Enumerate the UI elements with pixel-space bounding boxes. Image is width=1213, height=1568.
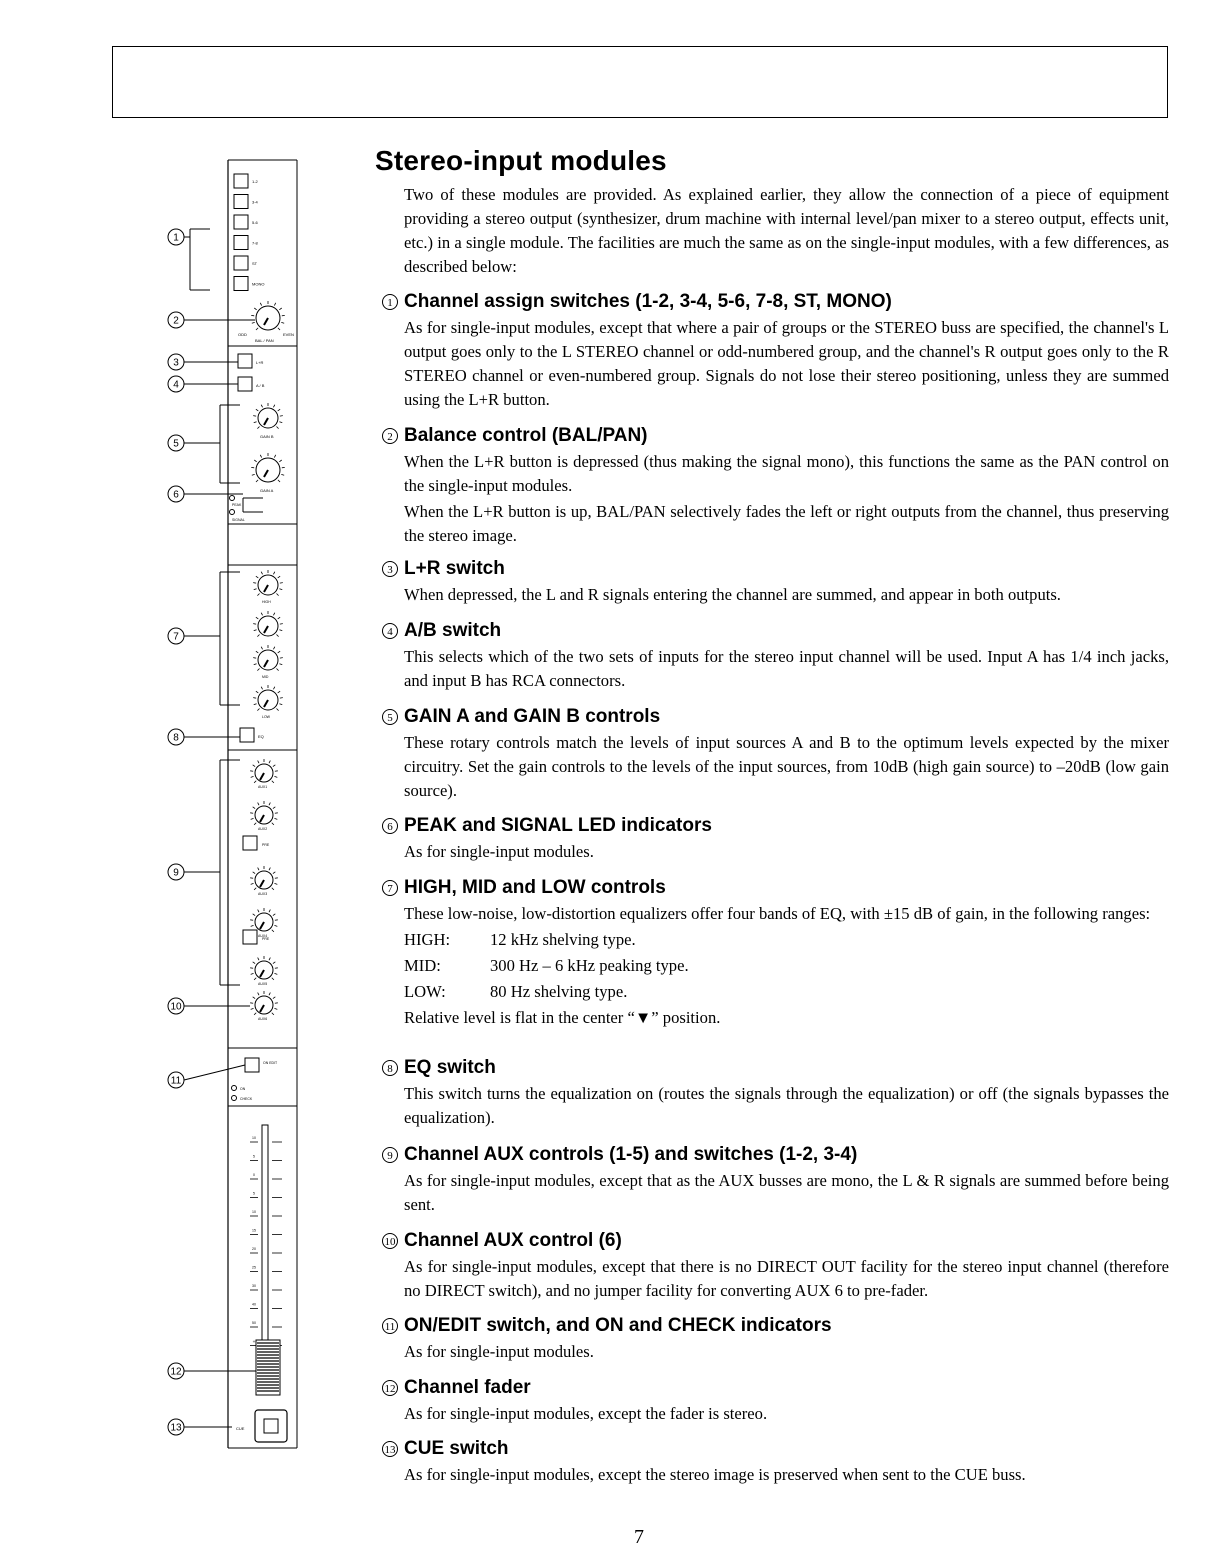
line — [272, 978, 274, 980]
label: 10 — [170, 1001, 182, 1013]
label: PRE — [262, 937, 270, 941]
line — [254, 308, 256, 310]
line — [261, 613, 262, 616]
line — [256, 617, 258, 619]
label: 5 — [253, 1191, 255, 1196]
line — [278, 691, 280, 693]
section-heading: HIGH, MID and LOW controls — [404, 877, 666, 898]
label: EVEN — [283, 332, 294, 337]
line — [278, 617, 280, 619]
section-body-2: Relative level is flat in the center “▼” position. — [404, 1008, 721, 1027]
line — [256, 328, 258, 330]
eq-switch — [240, 728, 254, 742]
line — [269, 761, 270, 764]
band-desc: 80 Hz shelving type. — [490, 982, 628, 1001]
check-led — [232, 1096, 237, 1101]
line — [272, 930, 274, 932]
line — [274, 883, 277, 884]
section-body: This selects which of the two sets of inputs for the stereo input channel will be used. Input A has 1/4 inch jacks, and input B has RCA connectors. — [404, 647, 1169, 690]
callout-number: 6 — [382, 818, 398, 834]
header-box — [112, 46, 1168, 118]
line — [269, 803, 270, 806]
line — [279, 422, 282, 423]
line — [254, 422, 257, 423]
band-desc: 12 kHz shelving type. — [490, 930, 636, 949]
line — [269, 958, 270, 961]
label: CHECK — [240, 1097, 253, 1101]
eq-range-row — [404, 954, 1169, 978]
section-heading: PEAK and SIGNAL LED indicators — [404, 815, 712, 836]
section-heading: A/B switch — [404, 620, 502, 641]
section-body: When the L+R button is depressed (thus making the signal mono), this functions the same as the PAN control on the single-input modules. — [404, 452, 1169, 495]
line — [257, 593, 259, 595]
line — [258, 958, 259, 961]
callout-number: 2 — [382, 428, 398, 444]
label: 11 — [170, 1075, 182, 1087]
line — [274, 973, 277, 974]
section-heading: L+R switch — [404, 558, 505, 579]
label: 1 — [173, 232, 179, 244]
line — [273, 765, 275, 767]
band-name: HIGH: — [404, 930, 451, 949]
line — [261, 572, 262, 575]
label: PRE — [262, 843, 270, 847]
section-4 — [382, 619, 1172, 693]
line — [257, 708, 259, 710]
on-edit-switch — [245, 1058, 259, 1072]
section-11 — [382, 1314, 1172, 1364]
label: EQ — [258, 734, 264, 739]
label: HIGH — [262, 600, 271, 604]
section-heading: CUE switch — [404, 1438, 509, 1459]
section-heading: Channel assign switches (1-2, 3-4, 5-6, 7-8, ST, MONO) — [404, 291, 892, 312]
callout-number: 13 — [382, 1441, 398, 1457]
line — [256, 576, 258, 578]
line — [260, 455, 261, 458]
line — [258, 803, 259, 806]
line — [254, 781, 256, 783]
callout-number: 9 — [382, 1147, 398, 1163]
line — [272, 1013, 274, 1015]
section-body: As for single-input modules. — [404, 842, 594, 861]
label: GAIN A — [260, 488, 274, 493]
line — [276, 634, 278, 636]
line — [261, 647, 262, 650]
line — [276, 593, 278, 595]
line — [253, 962, 255, 964]
callout-number: 11 — [382, 1318, 398, 1334]
label: 10 — [252, 1136, 256, 1140]
section-3 — [382, 557, 1172, 607]
line — [184, 1065, 245, 1080]
section-9 — [382, 1143, 1172, 1217]
label: 30 — [252, 1284, 256, 1288]
line — [251, 1008, 254, 1009]
section-body: When depressed, the L and R signals entering the channel are summed, and appear in both outputs. — [404, 585, 1061, 604]
line — [276, 426, 278, 428]
label: ODD — [238, 332, 247, 337]
line — [254, 823, 256, 825]
line — [260, 303, 261, 306]
line — [251, 776, 254, 777]
callout-number: 12 — [382, 1380, 398, 1396]
line — [261, 687, 262, 690]
label: LOW — [262, 715, 270, 719]
section-body: As for single-input modules, except the fader is stereo. — [404, 1404, 768, 1423]
section-heading: EQ switch — [404, 1057, 496, 1078]
section-body: This switch turns the equalization on (routes the signals through the equalization) or off (the signals bypasses the equalization). — [404, 1084, 1169, 1127]
line — [254, 704, 257, 705]
line — [269, 868, 270, 871]
line — [273, 572, 274, 575]
label: L+R — [256, 360, 264, 365]
label: ON EDIT — [263, 1061, 278, 1065]
callout-number: 1 — [382, 294, 398, 310]
line — [258, 910, 259, 913]
label: 6 — [173, 489, 179, 501]
label: 3 — [173, 357, 179, 369]
line — [272, 823, 274, 825]
line — [254, 978, 256, 980]
line — [269, 993, 270, 996]
label: AUX6 — [258, 1017, 268, 1021]
label: PEAK — [232, 503, 242, 507]
section-heading: Channel AUX control (6) — [404, 1230, 622, 1251]
line — [251, 883, 254, 884]
cue-switch-inner — [264, 1419, 278, 1433]
section-body: As for single-input modules, except that there is no DIRECT OUT facility for the stereo input channel (therefore no DIRECT switch), and no jumper facility for converting AUX 6 to pre-fader. — [404, 1257, 1169, 1300]
line — [256, 480, 258, 482]
label: BAL / PAN — [255, 338, 274, 343]
line — [258, 761, 259, 764]
line — [279, 460, 281, 462]
line — [256, 691, 258, 693]
assign-switch-5-6 — [234, 215, 248, 229]
section-1 — [382, 290, 1172, 412]
ab-switch — [238, 377, 252, 391]
label: ON — [240, 1087, 246, 1091]
line — [278, 576, 280, 578]
line — [273, 647, 274, 650]
callout-number: 5 — [382, 709, 398, 725]
line — [273, 962, 275, 964]
line — [269, 910, 270, 913]
label: 25 — [252, 1265, 256, 1270]
line — [252, 322, 255, 323]
section-heading: Channel fader — [404, 1377, 531, 1398]
line — [273, 807, 275, 809]
line — [279, 589, 282, 590]
section-body-2: When the L+R button is up, BAL/PAN selectively fades the left or right outputs from the channel, thus preserving the stereo image. — [404, 502, 1169, 545]
line — [276, 708, 278, 710]
assign-switch-7-8 — [234, 236, 248, 250]
line — [254, 589, 257, 590]
line — [281, 474, 284, 475]
label: ∞ — [252, 1339, 256, 1344]
label: GAIN B — [260, 434, 274, 439]
line — [273, 872, 275, 874]
label: 40 — [252, 1302, 256, 1307]
callout-number: 8 — [382, 1060, 398, 1076]
aux-pre-switch-1-2 — [243, 836, 257, 850]
line — [253, 872, 255, 874]
line — [251, 818, 254, 819]
label: 20 — [252, 1247, 256, 1251]
label: 50 — [252, 1321, 256, 1325]
line — [272, 888, 274, 890]
label: CUE — [236, 1426, 245, 1431]
section-body: These rotary controls match the levels of input sources A and B to the optimum levels expected by the mixer circuitry. Set the gain controls to the levels of the input sources, from 10dB (high gain source) to –20dB (low gain source). — [404, 733, 1169, 800]
label: SIGNAL — [232, 518, 245, 522]
assign-switch-1-2 — [234, 174, 248, 188]
line — [257, 634, 259, 636]
label: AUX1 — [258, 785, 268, 789]
label: 3-4 — [252, 199, 258, 205]
line — [251, 973, 254, 974]
line — [254, 630, 257, 631]
section-12 — [382, 1376, 1172, 1426]
label: 2 — [173, 315, 179, 327]
label: 9 — [173, 867, 179, 879]
label: AUX2 — [258, 827, 268, 831]
line — [254, 460, 256, 462]
assign-switch-3-4 — [234, 195, 248, 209]
callout-number: 3 — [382, 561, 398, 577]
section-2 — [382, 424, 1172, 548]
label: MONO — [252, 281, 265, 287]
line — [279, 664, 282, 665]
line — [276, 668, 278, 670]
label: 0 — [253, 1173, 255, 1177]
line — [278, 480, 280, 482]
line — [273, 997, 275, 999]
line — [256, 651, 258, 653]
line — [253, 997, 255, 999]
section-body: As for single-input modules, except that where a pair of groups or the STEREO buss are specified, the channel's L output goes only to the L STEREO channel or odd-numbered group, and the channel's R output goes only to the R STEREO channel or even-numbered group. Signals do not lose their stereo positioning, unless they are summed using the L+R button. — [404, 318, 1169, 409]
signal-led — [230, 510, 235, 515]
page-number: 7 — [634, 1526, 644, 1548]
line — [279, 704, 282, 705]
line — [251, 925, 254, 926]
label: 8 — [173, 732, 179, 744]
section-8 — [382, 1056, 1172, 1130]
line — [272, 781, 274, 783]
line — [253, 914, 255, 916]
line — [254, 664, 257, 665]
label: AUX4 — [258, 934, 268, 938]
line — [253, 807, 255, 809]
label: A / B — [256, 383, 265, 388]
line — [274, 818, 277, 819]
line — [278, 409, 280, 411]
section-body: As for single-input modules. — [404, 1342, 594, 1361]
line — [253, 765, 255, 767]
callout-number: 10 — [382, 1233, 398, 1249]
section-heading: Channel AUX controls (1-5) and switches (1-2, 3-4) — [404, 1144, 858, 1165]
line — [254, 1013, 256, 1015]
section-7 — [382, 876, 1172, 1030]
callout-number: 7 — [382, 880, 398, 896]
section-heading: ON/EDIT switch, and ON and CHECK indicators — [404, 1315, 832, 1336]
on-led — [232, 1086, 237, 1091]
lr-switch — [238, 354, 252, 368]
label: 5-6 — [252, 220, 258, 225]
section-10 — [382, 1229, 1172, 1303]
aux-pre-switch-3-4 — [243, 930, 257, 944]
band-name: MID: — [404, 956, 441, 975]
line — [273, 405, 274, 408]
label: MID — [262, 675, 269, 679]
assign-switch-MONO — [234, 277, 248, 291]
section-6 — [382, 814, 1172, 864]
line — [278, 651, 280, 653]
line — [274, 776, 277, 777]
section-heading: GAIN A and GAIN B controls — [404, 706, 661, 727]
page-title: Stereo-input modules — [375, 145, 667, 176]
line — [257, 668, 259, 670]
label: 4 — [173, 379, 179, 391]
label: 7-8 — [252, 240, 258, 246]
peak-led — [230, 496, 235, 501]
line — [279, 308, 281, 310]
line — [273, 613, 274, 616]
section-body: As for single-input modules, except the stereo image is preserved when sent to the CUE buss. — [404, 1465, 1026, 1484]
intro-paragraph: Two of these modules are provided. As explained earlier, they allow the connection of a piece of equipment providing a stereo output (synthesizer, drum machine with internal level/pan mixer to a stereo output, effects unit, etc.) in a single module. The facilities are much the same as on the single-input modules, with a few differences, as described below: — [404, 185, 1169, 276]
line — [281, 322, 284, 323]
label: 13 — [170, 1422, 182, 1434]
eq-range-row — [404, 928, 1169, 952]
label: 7 — [173, 631, 179, 643]
line — [261, 405, 262, 408]
band-desc: 300 Hz – 6 kHz peaking type. — [490, 956, 689, 975]
eq-range-row — [404, 980, 1169, 1004]
line — [273, 687, 274, 690]
line — [274, 303, 275, 306]
label: AUX5 — [258, 982, 268, 986]
label: 5 — [253, 1154, 255, 1159]
line — [258, 868, 259, 871]
section-13 — [382, 1437, 1172, 1487]
label: ST — [252, 261, 258, 266]
label: 5 — [173, 438, 179, 450]
line — [274, 1008, 277, 1009]
label: 15 — [252, 1228, 256, 1233]
line — [274, 455, 275, 458]
line — [273, 914, 275, 916]
stereo-input-module-diagram — [150, 150, 310, 1470]
section-body: As for single-input modules, except that as the AUX busses are mono, the L & R signals are summed before being sent. — [404, 1171, 1169, 1214]
line — [278, 328, 280, 330]
assign-switch-ST — [234, 256, 248, 270]
band-name: LOW: — [404, 982, 446, 1001]
line — [274, 925, 277, 926]
section-5 — [382, 705, 1172, 803]
callout-number: 4 — [382, 623, 398, 639]
line — [258, 993, 259, 996]
line — [254, 888, 256, 890]
line — [256, 409, 258, 411]
label: 12 — [170, 1366, 182, 1378]
label: 1-2 — [252, 179, 258, 184]
label: AUX3 — [258, 892, 268, 896]
line — [252, 474, 255, 475]
section-heading: Balance control (BAL/PAN) — [404, 425, 648, 446]
label: 10 — [252, 1210, 256, 1214]
line — [257, 426, 259, 428]
section-body: These low-noise, low-distortion equalizers offer four bands of EQ, with ±15 dB of gain, in the following ranges: — [404, 904, 1151, 923]
line — [279, 630, 282, 631]
